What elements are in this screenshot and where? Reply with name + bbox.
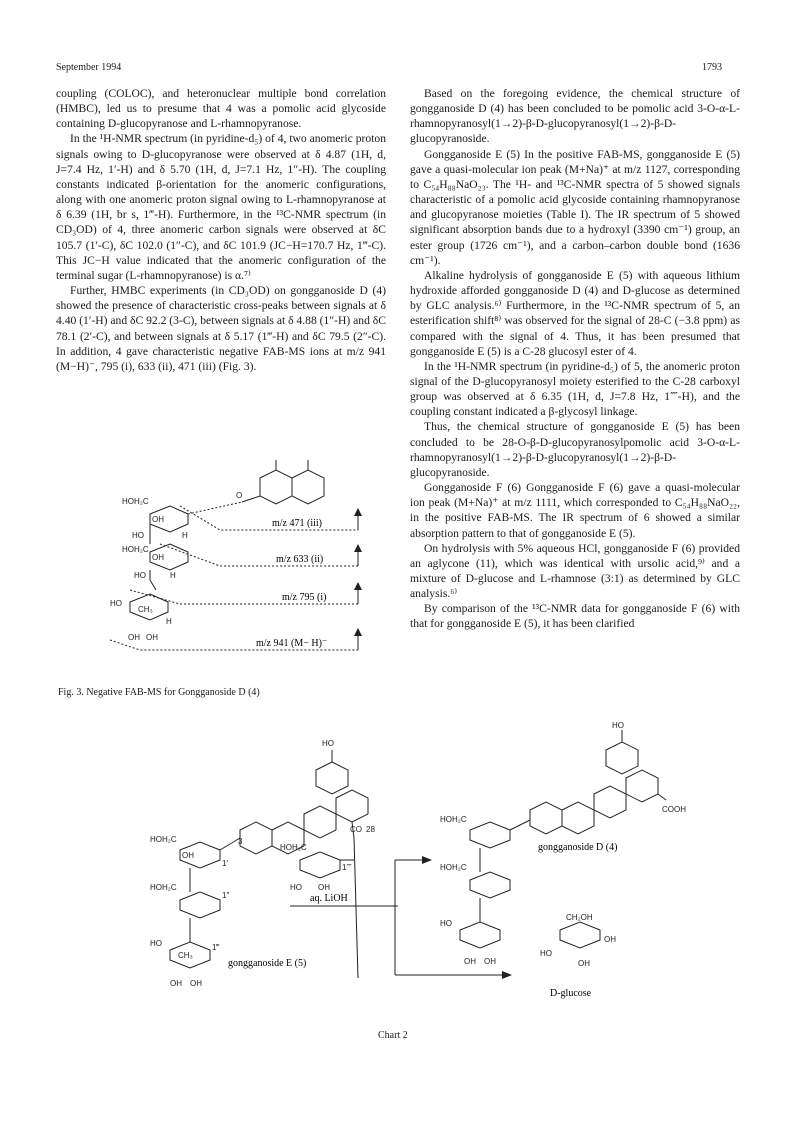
atom-label: H	[166, 617, 172, 626]
paragraph: Based on the foregoing evidence, the chemical structure of gongganoside D (4) has been concluded to be pomolic acid 3-O-α-L-rhamnopyranosyl(1→2)-β-D-glucopyranosyl(1→2)-β-D-glucopyranoside.	[410, 87, 740, 146]
atom-label: CO	[350, 825, 362, 834]
running-header-date: September 1994	[56, 62, 122, 73]
paragraph: Thus, the chemical structure of gongganoside E (5) has been concluded to be 28-O-β-D-glucopyranosylpomolic acid 3-O-α-L-rhamnopyranosyl(1→2)-β-D-glucopyranosyl(1→2)-β-D-glucopyranoside.	[410, 420, 740, 479]
atom-label: HO	[540, 949, 552, 958]
paragraph: By comparison of the ¹³C-NMR data for gongganoside F (6) with that for gongganoside E (5), it has been clarified	[410, 602, 740, 631]
anomeric-label: 1″	[222, 891, 230, 900]
chart-2-caption: Chart 2	[378, 1030, 408, 1041]
compound-label-d-glucose: D-glucose	[550, 988, 592, 999]
atom-label: HO	[322, 739, 334, 748]
atom-label: HOH₂C	[440, 863, 467, 872]
atom-label: HO	[132, 531, 144, 540]
ion-label: m/z 795 (i)	[282, 592, 327, 603]
c3-label: 3	[238, 837, 243, 846]
reagent-label: aq. LiOH	[310, 893, 348, 904]
atom-label: HO	[134, 571, 146, 580]
right-text-column	[410, 86, 740, 632]
atom-label: O	[236, 491, 243, 500]
paragraph: On hydrolysis with 5% aqueous HCl, gongganoside F (6) provided an aglycone (11), which was identical with ursolic acid,⁹⁾ and a mixture of D-glucose and L-rhamnose (3:1) as determined by GLC analysis.⁶⁾	[410, 541, 740, 601]
atom-label: HO	[110, 599, 122, 608]
anomeric-label: 1‴	[212, 943, 220, 952]
compound-label-gongganoside-d: gongganoside D (4)	[538, 842, 618, 853]
atom-label: HO	[290, 883, 302, 892]
paragraph: Alkaline hydrolysis of gongganoside E (5) with aqueous lithium hydroxide afforded gongganoside D (4) and D-glucose as determined by GLC analysis.⁶⁾ Furthermore, in the ¹³C-NMR spectrum of 5, an esterification shift⁸⁾ was observed for the signal of 28-C (−3.8 ppm) as compared with the signal of 4. Thus, it has been presumed that gongganoside E (5) is a C-28 glucosyl ester of 4.	[410, 268, 740, 358]
ion-label: m/z 471 (iii)	[272, 518, 322, 529]
atom-label: HOH₂C	[440, 815, 467, 824]
atom-label: H	[182, 531, 188, 540]
figure-3-caption: Fig. 3. Negative FAB-MS for Gongganoside D (4)	[58, 687, 260, 698]
atom-label: OH	[484, 957, 496, 966]
ion-label: m/z 633 (ii)	[276, 554, 324, 565]
paragraph: Gongganoside E (5) In the positive FAB-MS, gongganoside E (5) gave a quasi-molecular ion peak (M+Na)⁺ at m/z 1127, corresponding to C₅₄H₈₈NaO₂₃. The ¹H- and ¹³C-NMR spectra of 5 showed signals characteristic of a pomolic acid glycoside containing rhamnopyranose and glucopyranose moieties (Table I). The IR spectrum of 5 showed significant absorption bands due to a hydroxyl (3390 cm⁻¹) group, an ester group (1726 cm⁻¹), and a carbon–carbon double bond (1636 cm⁻¹).	[410, 147, 740, 267]
atom-label: HO	[440, 919, 452, 928]
atom-label: OH	[128, 633, 140, 642]
atom-label: OH	[604, 935, 616, 944]
cooh-label: COOH	[662, 805, 686, 814]
anomeric-label: 1′	[222, 859, 228, 868]
atom-label: OH	[152, 553, 164, 562]
atom-label: HO	[150, 939, 162, 948]
figure-3-fab-ms-diagram	[100, 460, 380, 670]
atom-label: HOH₂C	[122, 545, 149, 554]
paragraph: Gongganoside F (6) Gongganoside F (6) gave a quasi-molecular ion peak (M+Na)⁺ at m/z 1111, which corresponded to C₅₄H₈₈NaO₂₂, in the positive FAB-MS. The IR spectrum of 6 showed a similar absorption pattern to that of gongganoside E (5).	[410, 481, 740, 540]
atom-label: HOH₂C	[150, 835, 177, 844]
ion-label: m/z 941 (M− H)⁻	[256, 638, 328, 649]
atom-label: OH	[182, 851, 194, 860]
compound-label-gongganoside-e: gongganoside E (5)	[228, 958, 307, 969]
atom-label: HO	[612, 721, 624, 730]
paragraph: In the ¹H-NMR spectrum (in pyridine-d₅) of 4, two anomeric proton signals owing to D-glucopyranose were observed at δ 4.87 (1H, d, J=7.4 Hz, 1′-H) and δ 5.70 (1H, d, J=7.1 Hz, 1″-H). The coupling constants indicated β-orientation for the anomeric configurations, along with one anomeric proton signal owing to L-rhamnopyranose at δ 6.39 (1H, br s, 1‴-H). Furthermore, in the ¹³C-NMR spectrum (in CD₃OD) of 4, three anomeric carbon signals were observed at δC 105.7 (1′-C), δC 102.0 (1″-C), and δC 101.9 (JC−H=170.7 Hz, 1‴-C). This JC−H value indicated that the anomeric configuration of the terminal sugar (L-rhamnopyranose) is α.⁷⁾	[56, 132, 386, 282]
paragraph: Further, HMBC experiments (in CD₃OD) on gongganoside D (4) showed the presence of characteristic cross-peaks between signals at δ 4.40 (1′-H) and δC 92.2 (3-C), between signals at δ 4.88 (1″-H) and δC 78.1 (2′-C), and between signals at δ 5.17 (1‴-H) and δC 79.5 (2″-C). In addition, 4 gave characteristic negative FAB-MS ions at m/z 941 (M−H)⁻, 795 (i), 633 (ii), 471 (iii) (Fig. 3).	[56, 284, 386, 373]
page-number: 1793	[702, 62, 722, 73]
atom-label: CH₃	[138, 605, 153, 614]
atom-label: OH	[190, 979, 202, 988]
anomeric-label: 1⁗	[342, 863, 352, 872]
paragraph: In the ¹H-NMR spectrum (in pyridine-d₅) of 5, the anomeric proton signal of the D-glucopyranosyl moiety esterified to the C-28 carboxyl group was observed at δ 6.35 (1H, d, J=7.8 Hz, 1⁗-H), and the coupling constant indicated a β-glycosyl linkage.	[410, 359, 740, 419]
atom-label: HOH₂C	[280, 843, 307, 852]
atom-label: H	[170, 571, 176, 580]
atom-label: OH	[578, 959, 590, 968]
chart-2-reaction-scheme	[140, 720, 740, 1020]
atom-label: CH₂OH	[566, 913, 593, 922]
atom-label: HOH₂C	[150, 883, 177, 892]
atom-label: CH₃	[178, 951, 193, 960]
atom-label: OH	[170, 979, 182, 988]
atom-label: OH	[464, 957, 476, 966]
c28-label: 28	[366, 825, 375, 834]
atom-label: HOH₂C	[122, 497, 149, 506]
atom-label: OH	[318, 883, 330, 892]
atom-label: OH	[152, 515, 164, 524]
paragraph: coupling (COLOC), and heteronuclear multiple bond correlation (HMBC), led us to presume that 4 was a pomolic acid glycoside containing D-glucopyranose and L-rhamnopyranose.	[56, 87, 386, 131]
left-text-column	[56, 86, 386, 374]
atom-label: OH	[146, 633, 158, 642]
